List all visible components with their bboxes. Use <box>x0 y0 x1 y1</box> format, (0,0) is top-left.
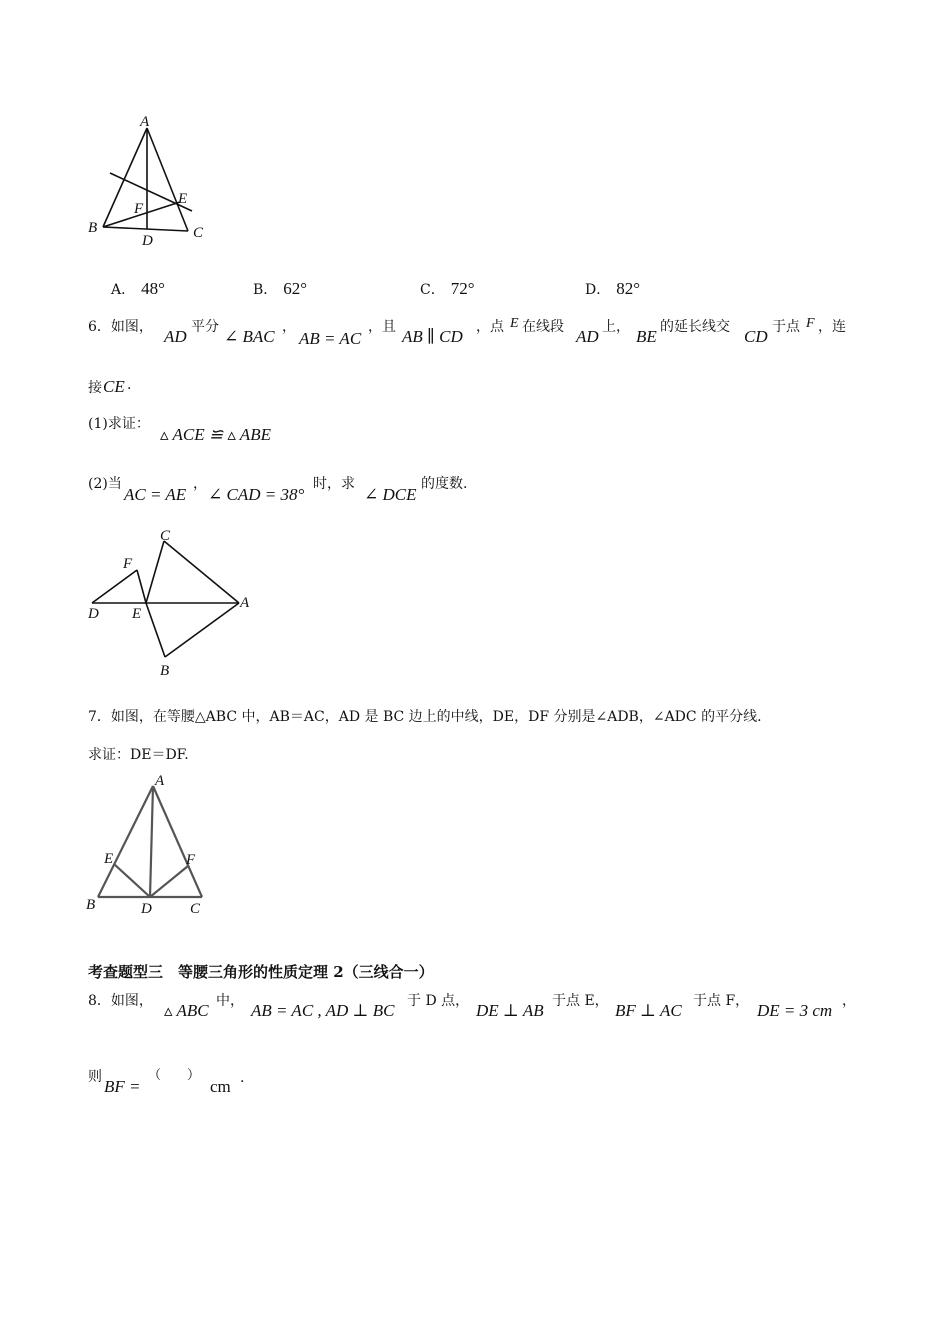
q6-yanchang: 的延长线交 <box>660 319 730 335</box>
q8-number: 8．如图， <box>88 993 153 1009</box>
q6-ab-eq-ac: AB = AC <box>299 329 362 348</box>
q8-condition: AB = AC , AD ⊥ BC <box>251 1001 395 1020</box>
q7-label-c: C <box>190 901 201 917</box>
option-value: 72° <box>450 279 475 298</box>
q6-ad: AD <box>164 327 187 346</box>
q6-part2-label: (2)当 <box>88 476 122 492</box>
q6-part2-end: 的度数. <box>421 476 468 492</box>
q6-jie: 接 <box>88 380 102 396</box>
q6-comma-1: ， <box>282 319 296 335</box>
q6-label-d: D <box>88 606 99 622</box>
q8-unit: cm <box>210 1077 231 1096</box>
q5-option-a[interactable] <box>111 279 165 299</box>
q8-yu-d: 于 D 点， <box>407 993 470 1009</box>
option-value: 48° <box>141 279 165 298</box>
q8-triangle-abc: ▵ ABC <box>164 1001 209 1020</box>
q5-label-d: D <box>142 233 153 249</box>
q7-figure <box>80 770 220 920</box>
section-title: 考查题型三 等腰三角形的性质定理 2（三线合一） <box>88 963 434 981</box>
q7-label-b: B <box>86 897 96 913</box>
q5-option-c[interactable] <box>420 279 475 299</box>
q6-ce: CE <box>103 377 125 396</box>
q6-lian: ，连 <box>818 319 846 335</box>
q6-part2-cond1: AC = AE <box>124 485 187 504</box>
q6-figure <box>80 525 260 685</box>
q6-zai: 在线段 <box>522 319 564 335</box>
q7-line-1: 7．如图，在等腰△ABC 中，AB＝AC，AD 是 BC 边上的中线，DE，DF 分别是∠ADB，∠ADC 的平分线. <box>88 709 762 725</box>
q6-part2-target: ∠ DCE <box>364 485 417 504</box>
q7-label-e: E <box>104 851 114 867</box>
q6-dian: ，点 <box>476 319 504 335</box>
q8-yu-e: 于点 E， <box>552 993 609 1009</box>
q6-be: BE <box>636 327 657 346</box>
q6-period: . <box>127 377 132 393</box>
q6-point-e: E <box>510 316 519 331</box>
q8-zhong: 中， <box>216 993 244 1009</box>
option-letter: B． <box>253 282 278 298</box>
q6-label-b: B <box>160 663 170 679</box>
q6-label-c: C <box>160 528 171 544</box>
q5-option-d[interactable] <box>585 279 640 299</box>
q5-label-b: B <box>88 220 98 236</box>
q6-part2-cond2: ∠ CAD = 38° <box>208 485 305 504</box>
q8-yu-f: 于点 F， <box>693 993 750 1009</box>
q6-part1-label: (1)求证： <box>88 416 150 432</box>
q8-bf-perp-ac: BF ⊥ AC <box>615 1001 682 1020</box>
q6-angle-bac: ∠ BAC <box>224 327 275 346</box>
q8-ze: 则 <box>88 1069 102 1085</box>
q7-label-a: A <box>155 773 165 789</box>
q6-qie: ，且 <box>368 319 396 335</box>
q6-pingfen: 平分 <box>191 319 219 335</box>
q6-point-f: F <box>806 316 815 331</box>
q8-de-perp-ab: DE ⊥ AB <box>476 1001 544 1020</box>
option-letter: A． <box>111 282 136 298</box>
option-value: 62° <box>283 279 308 298</box>
q6-yudian: 于点 <box>772 319 800 335</box>
q6-part2-shi: 时，求 <box>313 476 355 492</box>
option-letter: C． <box>420 282 445 298</box>
q5-figure <box>80 110 220 250</box>
q8-bf: BF = <box>104 1077 141 1096</box>
q8-answer-blank[interactable]: （ ） <box>148 1068 201 1083</box>
q6-label-e: E <box>132 606 142 622</box>
q6-ad-2: AD <box>576 327 599 346</box>
q8-period: . <box>240 1070 245 1086</box>
q7-label-f: F <box>186 852 196 868</box>
q5-option-b[interactable] <box>253 279 307 299</box>
q5-label-a: A <box>140 114 150 130</box>
q5-label-e: E <box>178 191 188 207</box>
q6-part1-expr: ▵ ACE ≌ ▵ ABE <box>160 425 271 444</box>
q6-label-a: A <box>240 595 250 611</box>
q6-part2-comma: ， <box>193 476 207 492</box>
q6-shang: 上， <box>602 319 630 335</box>
q6-ab-parallel-cd: AB ∥ CD <box>402 327 463 346</box>
q6-number: 6．如图， <box>88 319 153 335</box>
q5-label-f: F <box>134 201 144 217</box>
q7-label-d: D <box>141 901 152 917</box>
q7-line-2: 求证：DE＝DF. <box>88 747 189 763</box>
option-letter: D． <box>585 282 611 298</box>
q8-comma: ， <box>842 993 856 1009</box>
q5-label-c: C <box>193 225 204 241</box>
q6-cd: CD <box>744 327 768 346</box>
option-value: 82° <box>616 279 641 298</box>
q6-label-f: F <box>123 556 133 572</box>
q8-de-value: DE = 3 cm <box>757 1001 833 1020</box>
